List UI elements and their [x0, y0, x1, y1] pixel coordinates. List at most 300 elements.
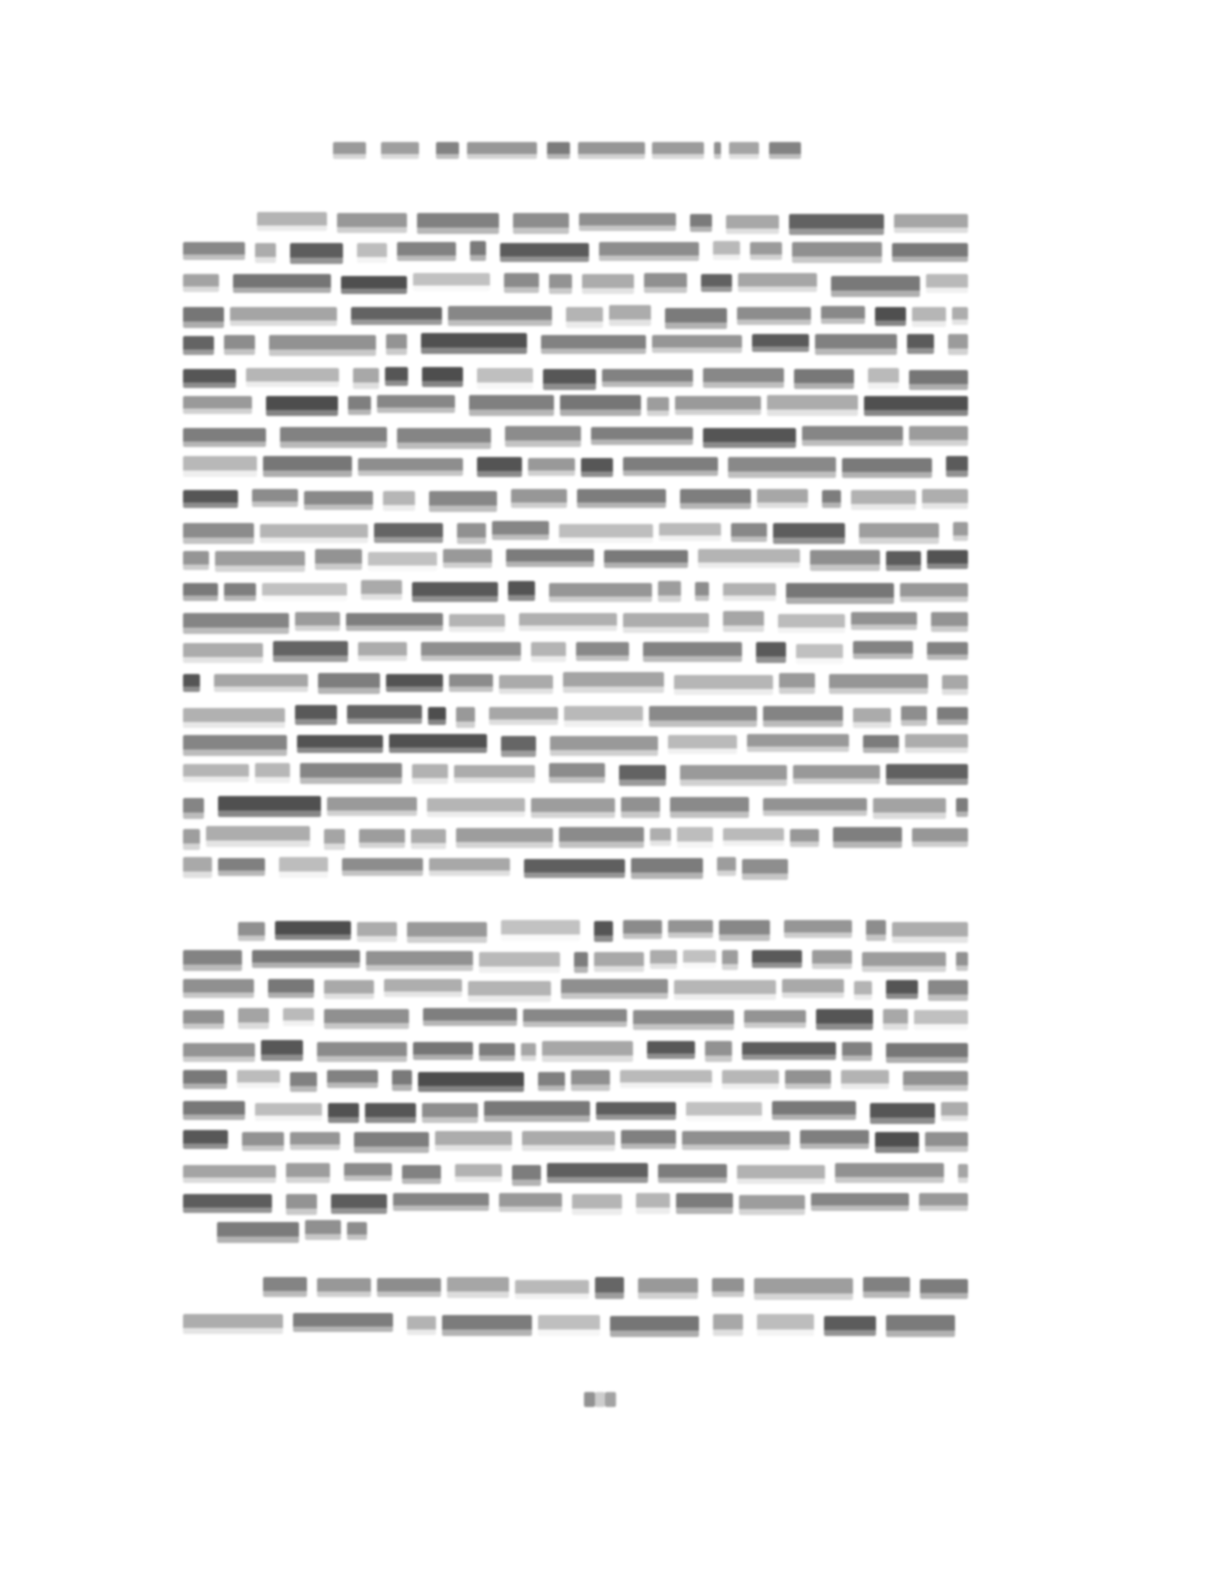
blurred-word-blob [456, 828, 553, 848]
blurred-word-blob [659, 523, 721, 541]
word-space [845, 522, 859, 523]
word-space [641, 396, 647, 397]
blurred-word-blob [357, 922, 397, 942]
word-space [784, 827, 790, 828]
blurred-word-blob [347, 1222, 367, 1240]
blurred-word-blob [351, 307, 442, 325]
word-space [280, 1070, 290, 1071]
word-space [734, 1009, 744, 1010]
word-space [553, 673, 563, 674]
blurred-word-blob [750, 242, 782, 260]
word-space [402, 581, 412, 582]
paragraph-1-line [183, 706, 968, 727]
word-space [759, 142, 769, 143]
paragraph-2-line [217, 1221, 367, 1242]
blurred-word-blob [206, 826, 310, 847]
word-space [843, 642, 853, 643]
blurred-word-blob [429, 858, 510, 876]
blurred-word-blob [566, 307, 603, 328]
paragraph-2-line [183, 1070, 968, 1091]
blurred-word-blob [577, 489, 666, 508]
word-space [272, 1193, 286, 1194]
blurred-word-blob [931, 612, 968, 632]
blurred-word-blob [499, 675, 553, 694]
word-space [347, 581, 361, 582]
blurred-word-blob [523, 1009, 627, 1027]
blurred-word-blob [903, 1071, 968, 1091]
word-space [265, 921, 275, 922]
blurred-word-blob [956, 798, 968, 817]
blurred-word-blob [324, 980, 374, 999]
blurred-word-blob [602, 369, 693, 387]
blurred-word-blob [252, 950, 360, 968]
blurred-word-blob [658, 1164, 727, 1183]
word-space [327, 213, 337, 214]
page-number [584, 1392, 616, 1407]
word-space [668, 979, 674, 980]
word-space [569, 213, 579, 214]
blurred-word-blob [468, 981, 551, 1002]
blurred-word-blob [506, 549, 594, 567]
blurred-word-blob [508, 581, 535, 601]
word-space [590, 1101, 596, 1102]
word-space [869, 1131, 875, 1132]
word-space [886, 921, 892, 922]
paragraph-1-line [183, 396, 968, 417]
blurred-word-blob [701, 274, 732, 292]
blurred-word-blob [183, 708, 285, 728]
blurred-word-blob [183, 307, 224, 328]
blurred-word-blob [723, 583, 776, 601]
blurred-word-blob [722, 950, 738, 970]
blurred-word-blob [377, 395, 455, 413]
blurred-word-blob [327, 797, 417, 816]
blurred-word-blob [853, 641, 913, 659]
blurred-word-blob [638, 1278, 698, 1299]
blurred-word-blob [670, 797, 749, 818]
blurred-word-blob [393, 1193, 489, 1211]
word-space [422, 706, 428, 707]
blurred-word-blob [538, 1072, 565, 1091]
blurred-word-blob [501, 920, 580, 941]
blurred-word-blob [255, 763, 290, 783]
word-space [284, 1131, 290, 1132]
blurred-word-blob [511, 489, 567, 508]
blurred-word-blob [337, 213, 407, 233]
blurred-word-blob [892, 243, 968, 262]
blurred-word-blob [763, 706, 843, 727]
blurred-word-blob [698, 549, 800, 568]
blurred-word-blob [927, 642, 968, 660]
paragraph-1-line [183, 522, 968, 543]
blurred-word-blob [407, 922, 487, 943]
blurred-word-blob [413, 1042, 473, 1060]
word-space [339, 368, 353, 369]
blurred-word-blob [658, 581, 681, 602]
blurred-word-blob [953, 522, 968, 541]
word-space [906, 306, 912, 307]
blurred-word-blob [183, 490, 238, 508]
blurred-word-blob [304, 491, 373, 510]
blurred-word-blob [417, 213, 499, 234]
word-space [572, 274, 582, 275]
word-space [256, 581, 262, 582]
blurred-word-blob [812, 950, 852, 969]
word-space [290, 764, 300, 765]
word-space [928, 673, 942, 674]
blurred-word-blob [952, 307, 968, 325]
blurred-word-blob [421, 333, 527, 354]
blurred-word-blob [246, 368, 339, 387]
blurred-word-blob [757, 1314, 814, 1336]
blurred-word-blob [563, 672, 664, 693]
blurred-word-blob [183, 857, 212, 878]
word-space [854, 368, 868, 369]
word-space [263, 642, 273, 643]
blurred-word-blob [782, 979, 844, 998]
word-space [266, 426, 280, 427]
word-space [613, 457, 623, 458]
blurred-word-blob [402, 1165, 441, 1184]
word-space [549, 522, 559, 523]
word-space [570, 142, 578, 143]
blurred-word-blob [723, 828, 784, 846]
word-space [740, 242, 750, 243]
word-space [841, 490, 851, 491]
word-space [594, 550, 604, 551]
word-space [423, 857, 429, 858]
blurred-word-blob [183, 1130, 228, 1149]
blurred-word-blob [183, 1101, 245, 1120]
blurred-word-blob [596, 1102, 676, 1120]
blurred-word-blob [255, 243, 276, 263]
blurred-word-blob [737, 307, 811, 325]
blurred-word-blob [862, 952, 946, 972]
word-space [245, 1101, 255, 1102]
word-space [703, 857, 717, 858]
blurred-word-blob [183, 336, 214, 355]
word-space [699, 242, 713, 243]
word-space [610, 1070, 620, 1071]
word-space [486, 242, 500, 243]
word-space [380, 673, 386, 674]
word-space [856, 1101, 870, 1102]
blurred-word-blob [914, 1010, 968, 1030]
blurred-word-blob [436, 142, 459, 159]
blurred-word-blob [324, 829, 345, 850]
blurred-word-blob [920, 1279, 968, 1299]
word-space [214, 334, 224, 335]
word-space [815, 673, 829, 674]
blurred-word-blob [268, 979, 314, 998]
word-space [459, 142, 467, 143]
blurred-word-blob [675, 396, 761, 415]
word-space [228, 1131, 242, 1132]
blurred-word-blob [455, 1164, 502, 1182]
word-space [627, 1009, 633, 1010]
blurred-word-blob [260, 524, 368, 543]
blurred-word-blob [501, 736, 536, 757]
blurred-word-blob [581, 458, 613, 477]
blurred-word-blob [550, 736, 658, 756]
blurred-word-blob [729, 142, 759, 159]
paragraph-1-line [183, 457, 968, 478]
blurred-word-blob [595, 1277, 624, 1299]
word-space [436, 1314, 442, 1315]
blurred-word-blob [747, 734, 849, 752]
blurred-word-blob [392, 1070, 412, 1091]
blurred-word-blob [647, 1041, 695, 1059]
blurred-word-blob [851, 490, 916, 510]
word-space [939, 522, 953, 523]
blurred-word-blob [214, 674, 308, 692]
blurred-word-blob [183, 583, 218, 601]
word-space [688, 550, 698, 551]
word-space [917, 612, 931, 613]
paragraph-2-line [183, 1101, 968, 1122]
blurred-word-blob [574, 952, 588, 973]
blurred-word-blob [643, 642, 742, 662]
word-space [909, 1193, 919, 1194]
word-space [551, 979, 561, 980]
blurred-word-blob [183, 523, 254, 544]
word-space [876, 1314, 886, 1315]
paragraph-1-line [183, 735, 968, 756]
blurred-word-blob [756, 642, 786, 663]
word-space [811, 306, 821, 307]
word-space [417, 797, 427, 798]
word-space [891, 706, 901, 707]
blurred-word-blob [368, 552, 437, 571]
word-space [660, 797, 670, 798]
word-space [918, 979, 928, 980]
blurred-word-blob [579, 213, 676, 231]
blurred-word-blob [900, 583, 968, 602]
word-space [806, 1009, 816, 1010]
word-space [254, 979, 268, 980]
word-space [407, 1041, 413, 1042]
word-space [276, 1163, 286, 1164]
blurred-word-blob [831, 276, 920, 297]
word-space [713, 827, 723, 828]
word-space [645, 142, 652, 143]
word-space [742, 642, 756, 643]
blurred-word-blob [946, 456, 968, 477]
blurred-word-blob [821, 306, 865, 324]
blurred-word-blob [318, 673, 380, 694]
blurred-word-blob [668, 735, 737, 754]
blurred-word-blob [183, 242, 245, 260]
blurred-word-blob [183, 396, 252, 414]
word-space [605, 764, 619, 765]
blurred-word-blob [744, 1010, 806, 1028]
blurred-word-blob [280, 427, 387, 448]
word-space [366, 142, 381, 143]
word-space [340, 612, 346, 613]
blurred-word-blob [217, 1222, 299, 1243]
blurred-word-blob [443, 549, 492, 568]
word-space [600, 1314, 610, 1315]
blurred-word-blob [423, 1008, 517, 1026]
blurred-word-blob [524, 859, 625, 878]
blurred-word-blob [358, 458, 463, 476]
blurred-word-blob [449, 674, 493, 692]
blurred-word-blob [668, 920, 713, 938]
blurred-word-blob [522, 1131, 615, 1151]
blurred-word-blob [477, 368, 533, 389]
blurred-word-blob [183, 764, 249, 782]
word-space [475, 706, 489, 707]
blurred-word-blob [295, 612, 340, 631]
blurred-word-blob [594, 952, 644, 972]
word-space [853, 1278, 863, 1279]
word-space [352, 457, 358, 458]
word-space [880, 550, 886, 551]
word-space [314, 979, 324, 980]
word-space [651, 306, 665, 307]
blurred-word-blob [644, 273, 687, 293]
blurred-word-blob [925, 1132, 968, 1152]
paragraph-1-line [183, 550, 968, 571]
word-space [265, 857, 279, 858]
word-space [487, 735, 501, 736]
word-space [732, 1041, 742, 1042]
blurred-word-blob [785, 1070, 831, 1089]
blurred-word-blob [358, 642, 407, 661]
blurred-word-blob [290, 243, 343, 264]
word-space [405, 827, 411, 828]
word-space [664, 673, 674, 674]
word-space [242, 951, 252, 952]
blurred-word-blob [549, 274, 572, 294]
paragraph-1-line [183, 764, 968, 785]
word-space [693, 368, 703, 369]
blurred-word-blob [448, 306, 552, 326]
word-space [539, 274, 549, 275]
word-space [535, 581, 549, 582]
blurred-word-blob [905, 734, 968, 753]
blurred-word-blob [677, 827, 713, 848]
blurred-word-blob [183, 1314, 283, 1334]
blurred-word-blob [333, 142, 366, 159]
word-space [894, 581, 900, 582]
word-space [902, 827, 912, 828]
blurred-word-blob [559, 524, 653, 543]
blurred-word-blob [909, 426, 968, 446]
blurred-word-blob [279, 857, 328, 878]
word-space [456, 242, 470, 243]
page-number-digit-blob [595, 1392, 605, 1407]
blurred-word-blob [549, 763, 605, 783]
blurred-word-blob [816, 1009, 873, 1030]
word-space [687, 274, 701, 275]
word-space [749, 797, 763, 798]
blurred-word-blob [842, 1042, 872, 1061]
blurred-word-blob [297, 735, 383, 753]
blurred-word-blob [542, 1041, 633, 1062]
word-space [536, 735, 550, 736]
word-space [209, 550, 215, 551]
blurred-word-blob [674, 675, 773, 695]
blurred-word-blob [519, 613, 617, 631]
word-space [527, 334, 541, 335]
word-space [566, 642, 576, 643]
blurred-word-blob [883, 1009, 908, 1030]
blurred-word-blob [183, 1165, 276, 1183]
blurred-word-blob [317, 1042, 407, 1062]
running-header [333, 142, 801, 159]
blurred-word-blob [649, 706, 757, 727]
blurred-word-blob [792, 242, 882, 263]
word-space [337, 306, 351, 307]
blurred-word-blob [835, 1163, 944, 1183]
word-space [317, 1193, 331, 1194]
word-space [328, 857, 342, 858]
word-space [560, 951, 574, 952]
blurred-word-blob [421, 642, 521, 661]
word-space [340, 1131, 354, 1132]
blurred-word-blob [875, 307, 906, 326]
word-space [910, 1278, 920, 1279]
blurred-word-blob [528, 458, 575, 476]
blurred-word-blob [851, 612, 917, 630]
word-space [613, 921, 623, 922]
word-space [378, 1070, 392, 1071]
word-space [666, 764, 680, 765]
blurred-word-blob [621, 797, 660, 818]
word-space [744, 1278, 754, 1279]
blurred-word-blob [242, 1132, 284, 1151]
word-space [360, 951, 366, 952]
blurred-word-blob [793, 765, 880, 784]
paragraph-2-line [183, 1009, 968, 1030]
blurred-word-blob [728, 457, 836, 478]
blurred-word-blob [731, 523, 767, 542]
word-space [446, 827, 456, 828]
paragraph-1-line [183, 612, 968, 633]
word-space [908, 1009, 914, 1010]
word-space [402, 764, 412, 765]
blurred-word-blob [599, 242, 699, 261]
word-space [473, 951, 479, 952]
blurred-word-blob [623, 613, 709, 633]
blurred-word-blob [682, 1131, 790, 1150]
word-space [625, 857, 631, 858]
word-space [882, 242, 892, 243]
blurred-word-blob [317, 1278, 371, 1297]
blurred-word-blob [560, 395, 641, 416]
blurred-word-blob [647, 397, 669, 416]
word-space [852, 921, 866, 922]
blurred-word-blob [854, 981, 872, 1000]
blurred-word-blob [909, 370, 968, 390]
word-space [224, 306, 230, 307]
word-space [314, 1009, 324, 1010]
word-space [770, 921, 784, 922]
blurred-word-blob [183, 950, 242, 971]
blurred-word-blob [252, 489, 298, 507]
word-space [224, 1009, 238, 1010]
blurred-word-blob [331, 1194, 387, 1214]
blurred-word-blob [505, 426, 581, 447]
word-space [786, 642, 796, 643]
blurred-word-blob [183, 1043, 255, 1062]
word-space [562, 1193, 572, 1194]
blurred-word-blob [754, 1278, 853, 1300]
word-space [919, 1131, 925, 1132]
blurred-word-blob [293, 1313, 393, 1332]
blurred-word-blob [928, 980, 968, 1001]
